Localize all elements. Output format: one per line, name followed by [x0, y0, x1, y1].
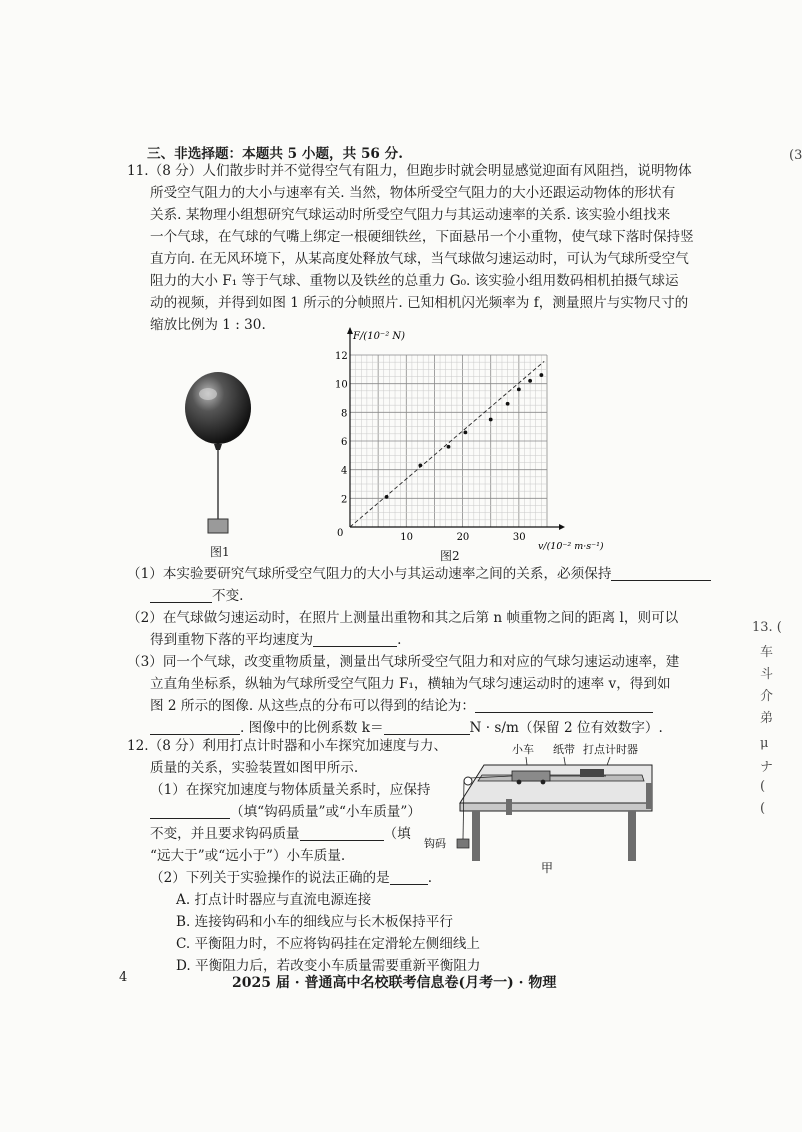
data-point [506, 402, 510, 406]
y-tick-label: 8 [341, 408, 348, 420]
footer-title: 2025 届 · 普通高中名校联考信息卷(月考一) · 物理 [232, 975, 557, 991]
label-car: 小车 [512, 743, 534, 756]
option-a[interactable]: A. 打点计时器应与直流电源连接 [176, 892, 372, 908]
answer-blank-k[interactable] [384, 718, 470, 735]
y-axis-label: F/(10⁻² N) [353, 331, 406, 342]
right-margin-mark-7: ナ [760, 760, 774, 775]
right-margin-mark-2: 车 [760, 645, 774, 660]
x-axis-label: v/(10⁻² m·s⁻¹) [538, 541, 604, 552]
option-c[interactable]: C. 平衡阻力时，不应将钩码挂在定滑轮左侧细线上 [176, 936, 481, 952]
data-point [463, 431, 467, 435]
table-leg [472, 811, 480, 861]
q12-sub1-a: （1）在探究加速度与物体质量关系时，应保持 [150, 782, 431, 798]
data-point [385, 495, 389, 499]
balloon-figure [178, 370, 268, 545]
string [463, 781, 464, 839]
fit-line [350, 361, 544, 527]
q11-sub2-a: （2）在气球做匀速运动时，在照片上测量出重物和其之后第 n 帧重物之间的距离 l，则可以 [127, 610, 679, 626]
answer-blank-3[interactable] [475, 696, 653, 713]
q11-line-6: 阻力的大小 F₁ 等于气球、重物以及铁丝的总重力 G₀. 该实验小组用数码相机拍摄气球运 [150, 273, 679, 289]
fig2-caption: 图2 [440, 549, 460, 563]
x-tick-label: 10 [400, 532, 414, 543]
q11-sub1-b: 不变. [150, 585, 244, 607]
page-number: 4 [119, 970, 128, 985]
y-tick-label: 4 [341, 465, 348, 477]
answer-blank-1b[interactable] [150, 586, 212, 603]
y-tick-label: 2 [341, 494, 348, 506]
right-margin-mark-4: 介 [760, 689, 774, 704]
right-margin-mark-0: (3 [789, 148, 802, 163]
q11-line-1: 11.（8 分）人们散步时并不觉得空气有阻力，但跑步时就会明显感觉迎面有风阻挡，说明物体 [127, 163, 692, 179]
right-margin-mark-1: 13. ( [752, 620, 782, 635]
option-b[interactable]: B. 连接钩码和小车的细线应与长木板保持平行 [176, 914, 453, 930]
q11-sub3-c: 图 2 所示的图像. 从这些点的分布可以得到的结论为： [150, 695, 653, 717]
fig1-caption: 图1 [210, 545, 230, 559]
apparatus-figure [420, 735, 670, 880]
data-point [447, 445, 451, 449]
x-tick-label: 20 [456, 532, 470, 543]
label-weight: 钩码 [424, 837, 446, 850]
label-tape: 纸带 [553, 743, 575, 756]
right-margin-mark-5: 弟 [760, 711, 774, 726]
q11-line-8: 缩放比例为 1 : 30. [150, 317, 266, 333]
cart [512, 771, 550, 781]
q11-line-4: 一个气球，在气球的气嘴上绑定一根硬细铁丝，下面悬吊一个小重物，使气球下落时保持竖 [150, 229, 694, 245]
right-margin-mark-9: ( [760, 801, 766, 816]
x-tick-label: 30 [512, 532, 526, 543]
q12-line-2: 质量的关系，实验装置如图甲所示. [150, 760, 359, 776]
fig2-chart [320, 320, 620, 555]
data-point [517, 388, 521, 392]
q11-line-5: 直方向. 在无风环境下，从某高度处释放气球，当气球做匀速运动时，可认为气球所受空气 [150, 251, 689, 267]
q11-line-2: 所受空气阻力的大小与速率有关. 当然，物体所受空气阻力的大小还跟运动物体的形状有 [150, 185, 676, 201]
right-margin-mark-8: ( [760, 779, 766, 794]
origin-label: 0 [337, 528, 344, 539]
q11-sub1-a: （1）本实验要研究气球所受空气阻力的大小与其运动速率之间的关系，必须保持 [127, 563, 711, 585]
option-d[interactable]: D. 平衡阻力后，若改变小车质量需要重新平衡阻力 [176, 958, 481, 974]
section-title: 三、非选择题：本题共 5 小题，共 56 分. [147, 146, 403, 162]
q11-sub3-b: 立直角坐标系，纵轴为气球所受空气阻力 F₁，横轴为气球匀速运动时的速率 v，得到如 [150, 676, 671, 692]
data-point [418, 463, 422, 467]
chart-axes [347, 327, 565, 530]
answer-blank-3b[interactable] [150, 718, 240, 735]
right-margin-mark-3: 斗 [760, 667, 774, 682]
q12-sub2: （2）下列关于实验操作的说法正确的是 . [150, 870, 433, 886]
y-tick-label: 6 [341, 437, 348, 448]
y-tick-label: 12 [335, 351, 348, 362]
label-timer: 打点计时器 [583, 743, 638, 756]
answer-blank-1[interactable] [611, 564, 711, 581]
tabletop [460, 765, 652, 803]
timer-device [580, 769, 604, 777]
q12-line-1: 12.（8 分）利用打点计时器和小车探究加速度与力、 [127, 738, 448, 754]
answer-blank-4[interactable] [150, 802, 230, 819]
q11-sub3-a: （3）同一个气球，改变重物质量，测量出气球所受空气阻力和对应的气球匀速运动速率，建 [127, 654, 680, 670]
weight-block [208, 519, 228, 533]
right-margin-mark-6: μ [760, 736, 769, 751]
data-point [539, 373, 543, 377]
q11-sub2-b: 得到重物下落的平均速度为 . [150, 632, 402, 648]
q12-sub1-e: “远大于”或“远小于”）小车质量. [150, 848, 346, 864]
q11-line-7: 动的视频，并得到如图 1 所示的分帧照片. 已知相机闪光频率为 f，测量照片与实物尺寸的 [150, 295, 689, 311]
label-caption: 甲 [541, 861, 554, 875]
chart-ticks [335, 351, 526, 543]
q11-sub3-d: . 图像中的比例系数 k＝ N · s/m（保留 2 位有效数字）. [150, 717, 663, 739]
balloon-body [185, 372, 251, 444]
q12-sub1-c: 不变，并且要求钩码质量 （填 [150, 826, 411, 842]
data-point [489, 418, 493, 422]
data-point [528, 379, 532, 383]
q11-line-3: 关系. 某物理小组想研究气球运动时所受空气阻力与其运动速率的关系. 该实验小组找来 [150, 207, 671, 223]
answer-blank-5[interactable] [300, 824, 384, 841]
answer-blank-2[interactable] [313, 630, 397, 647]
hook-weight [457, 839, 469, 848]
q12-sub1-b: （填“钩码质量”或“小车质量”） [150, 801, 421, 823]
y-tick-label: 10 [335, 379, 348, 391]
